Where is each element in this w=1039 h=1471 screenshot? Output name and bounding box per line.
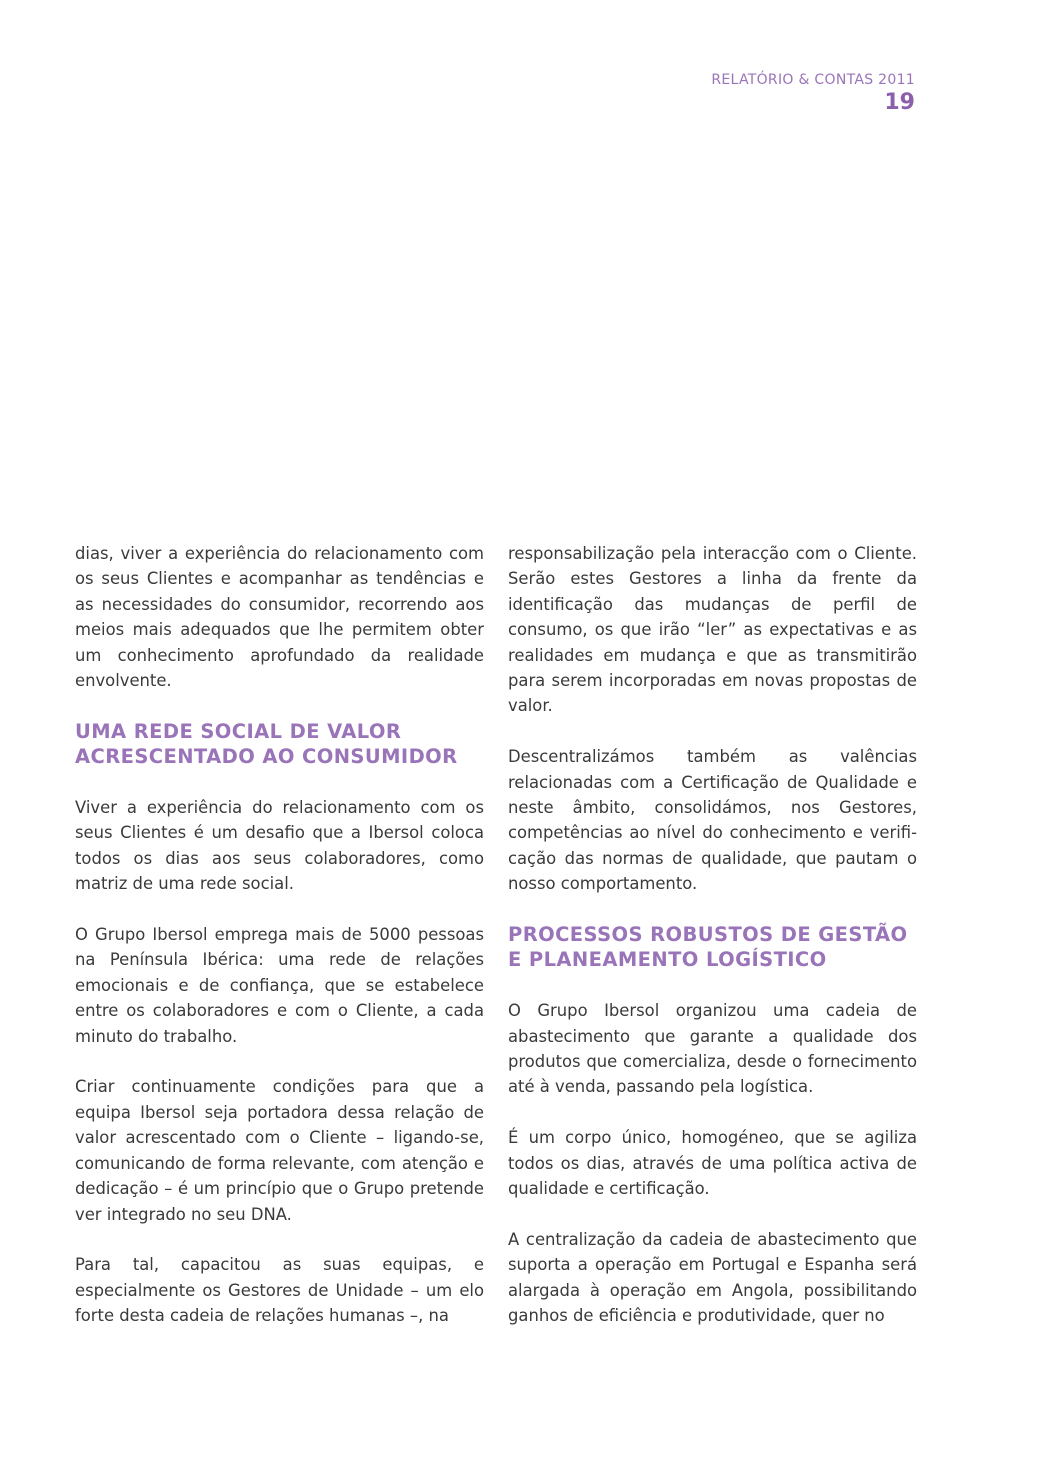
paragraph: Criar continuamente condições para que a equipa Ibersol seja portadora dessa relação de valor acrescentado com o Cliente – ligando-se, comunicando de forma relevante, com atenção e dedicação – é um princípio que o Grupo pretende ver integrado no seu DNA. [75, 1077, 484, 1224]
paragraph: Viver a experiência do relacionamento com os seus Clientes é um desafio que a Ibersol coloca todos os dias aos seus colaboradores, como matriz de uma rede social. [75, 798, 484, 894]
paragraph: O Grupo Ibersol organizou uma cadeia de abastecimento que garante a qualidade dos produtos que comercializa, desde o fornecimento até à venda, passando pela logística. [508, 1001, 917, 1097]
heading-line: PROCESSOS ROBUSTOS DE GESTÃO [508, 923, 908, 947]
section-heading-processos [508, 922, 917, 973]
page-header [711, 70, 915, 116]
paragraph: É um corpo único, homogéneo, que se agiliza todos os dias, através de uma política activa de qualidade e certificação. [508, 1128, 917, 1199]
paragraph: Descentralizámos também as valências relacionadas com a Certificação de Qualidade e neste âmbito, consolidámos, nos Gestores, competências ao nível do conhecimento e verificação das normas de qualidade, que pautam o nosso comportamento. [508, 747, 917, 894]
paragraph: O Grupo Ibersol emprega mais de 5000 pessoas na Península Ibérica: uma rede de relações emocionais e de confiança, que se estabelece entre os colaboradores e com o Cliente, a cada minuto do trabalho. [75, 925, 484, 1046]
section-heading-rede-social [75, 719, 484, 770]
page-number: 19 [884, 90, 915, 115]
left-column [75, 541, 484, 1354]
heading-line: UMA REDE SOCIAL DE VALOR [75, 719, 402, 743]
heading-line: ACRESCENTADO AO CONSUMIDOR [75, 745, 458, 769]
right-column [508, 541, 917, 1354]
report-title: RELATÓRIO & CONTAS 2011 [711, 72, 915, 88]
paragraph: responsabilização pela interacção com o Cliente. Serão estes Gestores a linha da frente da identificação das mudanças de perfil de consumo, os que irão “ler” as expectativas e as realidades em mudança e que as transmitirão para serem incorporadas em novas propostas de valor. [508, 544, 917, 716]
paragraph: A centralização da cadeia de abastecimento que suporta a operação em Portugal e Espanha será alargada à operação em Angola, possibilitando ganhos de eficiência e produtividade, quer no [508, 1229, 917, 1326]
paragraph: dias, viver a experiência do relacionamento com os seus Clientes e acompanhar as tendências e as necessidades do consumidor, recorrendo aos meios mais adequados que lhe permitem obter um conhecimento aprofundado da realidade envolvente. [75, 544, 484, 691]
paragraph: Para tal, capacitou as suas equipas, e especialmente os Gestores de Unidade – um elo forte desta cadeia de relações humanas –, na [75, 1255, 484, 1326]
heading-line: E PLANEAMENTO LOGÍSTICO [508, 948, 827, 972]
